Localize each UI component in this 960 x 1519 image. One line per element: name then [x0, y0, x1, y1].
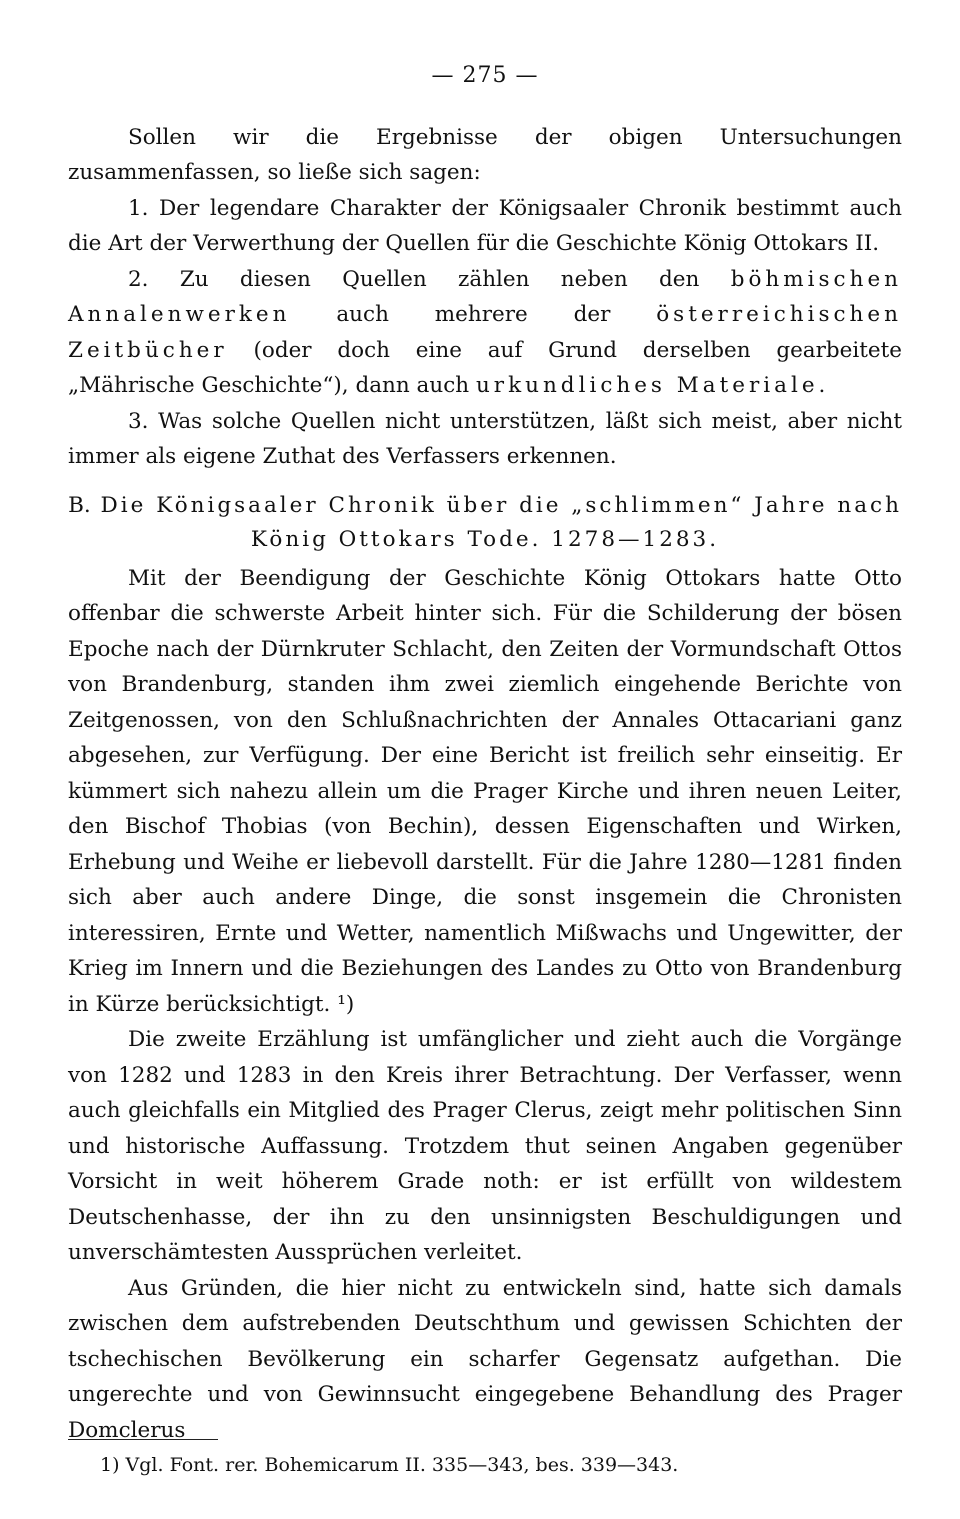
item2-spaced-zeitbuecher: österreichischen Zeitbücher: [68, 302, 902, 363]
paragraph-2: Die zweite Erzählung ist umfänglicher und zieht auch die Vorgänge von 1282 und 1283 in den Kreis ihrer Betrachtung. Der Verfasser, wenn auch gleichfalls ein Mitglied des Prager Clerus, zeigt mehr politischen Sinn und historische Auffassung. Trotzdem thut seinen Angaben gegenüber Vorsicht in weit höherem Grade noth: er ist erfüllt von wildestem Deutschenhasse, der ihn zu den unsinnigsten Beschuldigungen und unverschämtesten Aussprüchen verleitet.: [68, 1027, 902, 1265]
summary-item-1: 1. Der legendare Charakter der Königsaaler Chronik bestimmt auch die Art der Verwerthung der Quellen für die Geschichte König Ottokars II.: [68, 195, 902, 256]
summary-intro: Sollen wir die Ergebnisse der obigen Untersuchungen zusammenfassen, so ließe sich sagen:: [68, 124, 902, 185]
footnote: 1) Vgl. Font. rer. Bohemicarum II. 335—343, bes. 339—343.: [100, 1454, 679, 1476]
section-label: B.: [68, 492, 91, 518]
item2-spaced-materiale: urkundliches Materiale.: [475, 373, 830, 398]
item2-spaced-annalenwerke: böhmischen Annalenwerken: [68, 266, 903, 327]
summary-item-2: [68, 262, 902, 404]
footnote-divider: [68, 1439, 218, 1440]
item2-text-mid2: (oder doch eine auf Grund derselben gearbeitete „Mährische Geschichte“), dann auch: [68, 337, 902, 398]
item2-text-start: 2. Zu diesen Quellen zählen neben den: [128, 266, 700, 292]
page-number: — 275 —: [431, 63, 539, 88]
paragraph-1: Mit der Beendigung der Geschichte König Ottokars hatte Otto offenbar die schwerste Arbeit hinter sich. Für die Schilderung der bösen Epoche nach der Dürnkruter Schlacht, den Zeiten der Vormundschaft Ottos von Brandenburg, standen ihm zwei ziemlich eingehende Berichte von Zeitgenossen, von den Schlußnachrichten der Annales Ottacariani ganz abgesehen, zur Verfügung. Der eine Bericht ist freilich sehr einseitig. Er kümmert sich nahezu allein um die Prager Kirche und ihren neuen Leiter, den Bischof Thobias (von Bechin), dessen Eigenschaften und Wirken, Erhebung und Weihe er liebevoll darstellt. Für die Jahre 1280—1281 finden sich aber auch andere Dinge, die sonst insgemein die Chronisten interessiren, Ernte und Wetter, namentlich Mißwachs und Ungewitter, der Krieg im Innern und die Beziehungen des Landes zu Otto von Brandenburg in Kürze berücksichtigt. ¹): [68, 565, 902, 1017]
summary-item-3: 3. Was solche Quellen nicht unterstützen, läßt sich meist, aber nicht immer als eigene Zuthat des Verfassers erkennen.: [68, 408, 902, 469]
paragraph-3: Aus Gründen, die hier nicht zu entwickeln sind, hatte sich damals zwischen dem aufstrebenden Deutschthum und gewissen Schichten der tschechischen Bevölkerung ein scharfer Gegensatz aufgethan. Die ungerechte und von Gewinnsucht eingegebene Behandlung des Prager Domclerus: [68, 1275, 902, 1443]
section-title: Die Königsaaler Chronik über die „schlimmen“ Jahre nach König Ottokars Tode.: [100, 492, 902, 552]
section-heading: [68, 489, 902, 557]
item2-text-mid: auch mehrere der: [336, 302, 611, 327]
section-years: 1278—1283.: [551, 526, 720, 552]
